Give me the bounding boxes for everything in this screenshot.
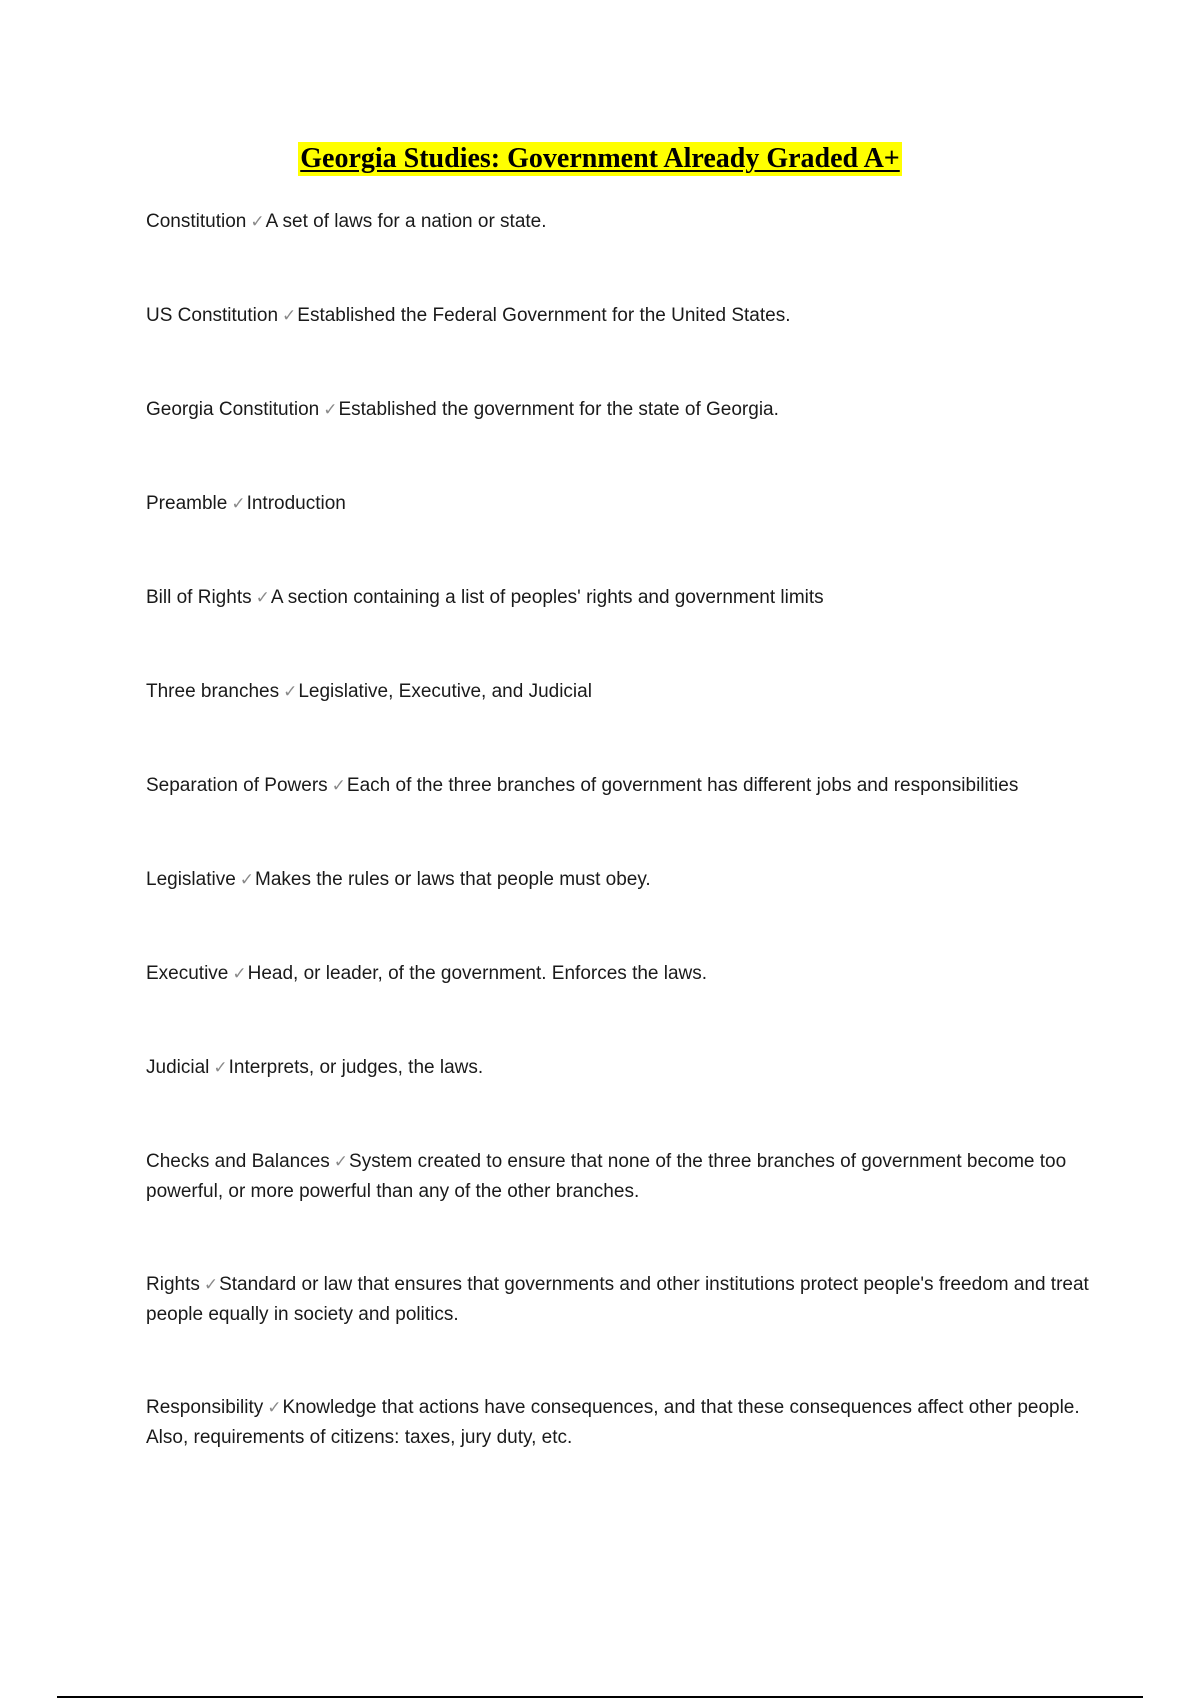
entry-term: Bill of Rights [146, 587, 252, 608]
flashcard-list [146, 207, 1096, 1516]
entry-definition: A set of laws for a nation or state. [265, 211, 547, 232]
check-mark-icon: ✓ [213, 1058, 228, 1078]
entry-term: Responsibility [146, 1397, 264, 1418]
flashcard-entry [146, 583, 1096, 677]
entry-term: Checks and Balances [146, 1151, 330, 1172]
entry-definition: Knowledge that actions have consequences, and that these consequences affect other people. Also, requirements of citizens: taxes, jury duty, etc. [146, 1397, 1080, 1448]
entry-definition: Established the government for the state of Georgia. [338, 399, 779, 420]
flashcard-entry [146, 301, 1096, 395]
title-container [0, 142, 1200, 176]
flashcard-entry [146, 1053, 1096, 1147]
flashcard-entry [146, 207, 1096, 301]
entry-definition: Interprets, or judges, the laws. [228, 1057, 484, 1078]
flashcard-entry [146, 1147, 1096, 1270]
entry-term: US Constitution [146, 305, 279, 326]
flashcard-entry [146, 865, 1096, 959]
entry-definition: Established the Federal Government for the United States. [297, 305, 791, 326]
entry-term: Rights [146, 1274, 200, 1295]
check-mark-icon: ✓ [323, 400, 338, 420]
entry-term: Constitution [146, 211, 247, 232]
check-mark-icon: ✓ [331, 776, 346, 796]
entry-definition: Each of the three branches of government has different jobs and responsibilities [346, 775, 1019, 796]
check-mark-icon: ✓ [267, 1398, 282, 1418]
entry-term: Preamble [146, 493, 228, 514]
check-mark-icon: ✓ [231, 494, 246, 514]
flashcard-entry [146, 677, 1096, 771]
entry-definition: Introduction [246, 493, 346, 514]
entry-definition: System created to ensure that none of the three branches of government become too powerful, or more powerful than any of the other branches. [146, 1151, 1067, 1202]
entry-term: Georgia Constitution [146, 399, 320, 420]
check-mark-icon: ✓ [250, 212, 265, 232]
flashcard-entry [146, 489, 1096, 583]
flashcard-entry [146, 1270, 1096, 1393]
entry-definition: Makes the rules or laws that people must obey. [255, 869, 651, 890]
entry-term: Executive [146, 963, 229, 984]
entry-term: Three branches [146, 681, 280, 702]
flashcard-entry [146, 395, 1096, 489]
check-mark-icon: ✓ [255, 588, 270, 608]
entry-definition: Head, or leader, of the government. Enforces the laws. [247, 963, 708, 984]
entry-definition: Standard or law that ensures that governments and other institutions protect people's freedom and treat people equally in society and politics. [146, 1274, 1089, 1325]
check-mark-icon: ✓ [333, 1152, 349, 1172]
page-title: Georgia Studies: Government Already Graded A+ [300, 143, 900, 174]
entry-term: Judicial [146, 1057, 210, 1078]
footer-divider [57, 1696, 1143, 1698]
flashcard-entry [146, 959, 1096, 1053]
entry-definition: A section containing a list of peoples' rights and government limits [270, 587, 824, 608]
check-mark-icon: ✓ [283, 682, 298, 702]
entry-term: Legislative [146, 869, 236, 890]
check-mark-icon: ✓ [282, 306, 297, 326]
check-mark-icon: ✓ [203, 1275, 219, 1295]
entry-definition: Legislative, Executive, and Judicial [298, 681, 592, 702]
flashcard-entry [146, 771, 1096, 865]
check-mark-icon: ✓ [232, 964, 247, 984]
check-mark-icon: ✓ [239, 870, 255, 890]
flashcard-entry [146, 1393, 1096, 1516]
entry-term: Separation of Powers [146, 775, 328, 796]
